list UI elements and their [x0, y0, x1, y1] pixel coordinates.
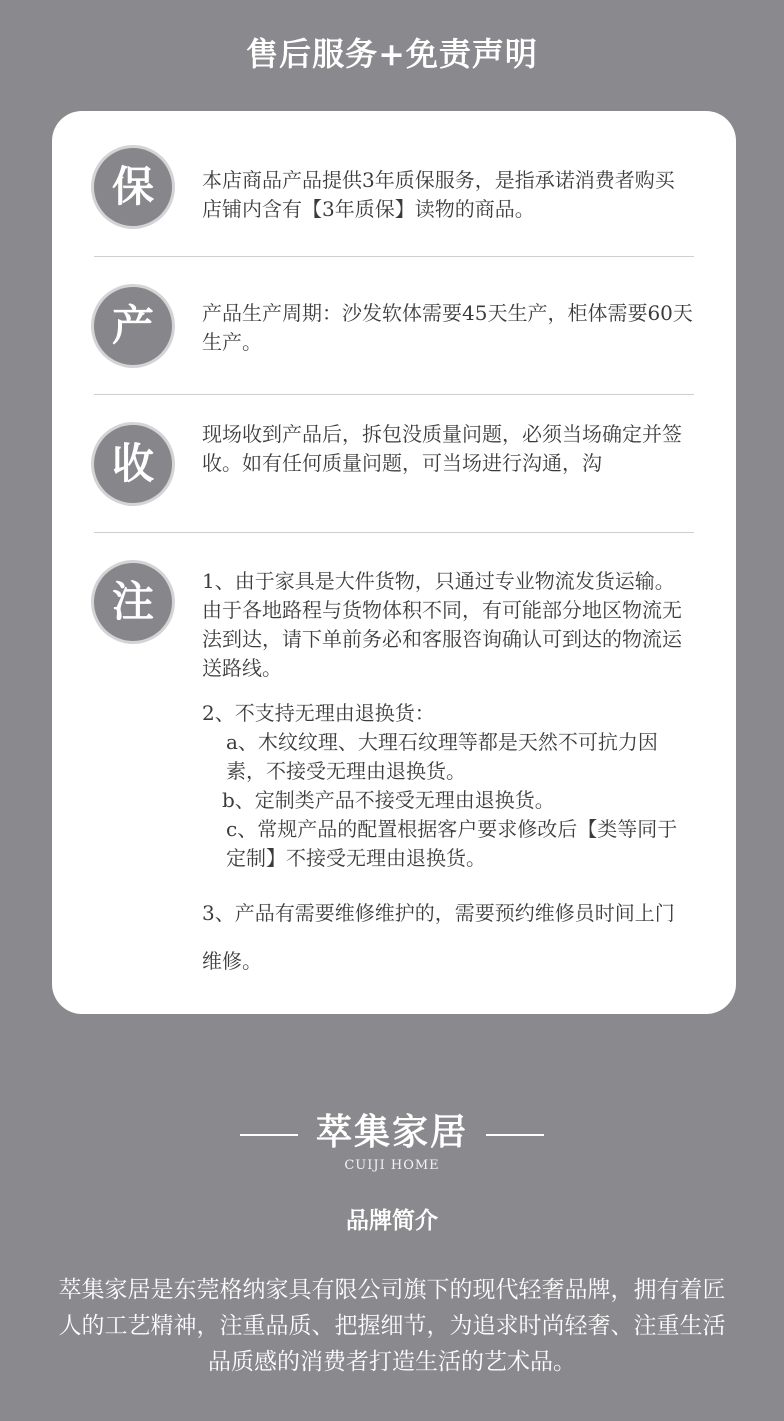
brand-heading	[0, 1108, 784, 1156]
brand-line-left	[240, 1134, 298, 1136]
receipt-badge: 收	[94, 425, 172, 503]
brand-line-right	[486, 1134, 544, 1136]
brand-name-en: CUIJI HOME	[344, 1158, 440, 1173]
service-card	[52, 111, 736, 1014]
brand-description: 萃集家居是东莞格纳家具有限公司旗下的现代轻奢品牌，拥有着匠人的工艺精神，注重品质、把握细节，为追求时尚轻奢、注重生活品质感的消费者打造生活的艺术品。	[58, 1277, 726, 1375]
notes-badge: 注	[94, 563, 172, 641]
note-2-title: 2、不支持无理由退换货：	[202, 701, 435, 725]
production-badge: 产	[94, 287, 172, 365]
page-title: 售后服务+免责声明	[246, 35, 538, 73]
divider	[94, 256, 694, 257]
note-2c: c、常规产品的配置根据客户要求修改后【类等同于定制】不接受无理由退换货。	[226, 817, 678, 870]
note-1: 1、由于家具是大件货物，只通过专业物流发货运输。由于各地路程与货物体积不同，有可能部分地区物流无法到达，请下单前务必和客服咨询确认可到达的物流运送路线。	[202, 569, 682, 680]
note-2a: a、木纹纹理、大理石纹理等都是天然不可抗力因素，不接受无理由退换货。	[226, 730, 658, 783]
warranty-badge: 保	[94, 148, 172, 226]
production-text: 产品生产周期：沙发软体需要45天生产，柜体需要60天生产。	[202, 301, 693, 354]
divider	[94, 532, 694, 533]
brand-subtitle: 品牌简介	[346, 1207, 438, 1234]
receipt-text: 现场收到产品后，拆包没质量问题，必须当场确定并签收。如有任何质量问题，可当场进行沟通，沟	[202, 422, 682, 475]
brand-name: 萃集家居	[315, 1111, 468, 1153]
warranty-text: 本店商品产品提供3年质保服务，是指承诺消费者购买店铺内含有【3年质保】读物的商品。	[202, 168, 675, 221]
notes-text	[202, 567, 694, 985]
note-3: 3、产品有需要维修维护的，需要预约维修员时间上门维修。	[202, 901, 675, 973]
divider	[94, 394, 694, 395]
note-2b: b、定制类产品不接受无理由退换货。	[222, 788, 555, 812]
